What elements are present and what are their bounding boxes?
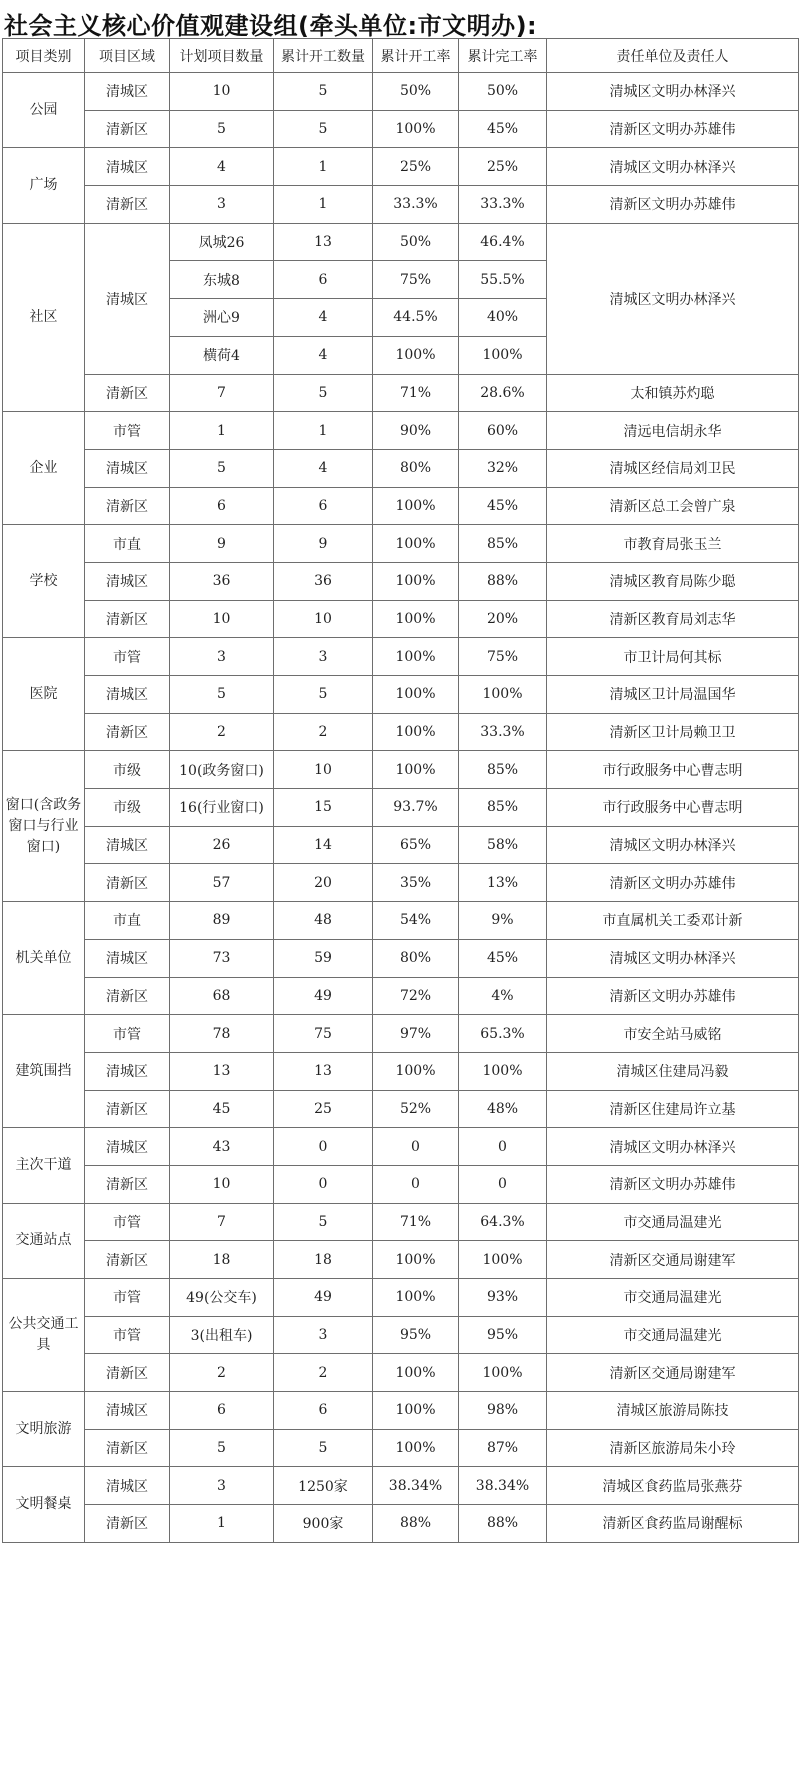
planned-cell: 9 [170, 525, 274, 563]
start-rate-cell: 80% [373, 449, 459, 487]
area-cell: 市管 [85, 1279, 170, 1317]
planned-cell: 43 [170, 1128, 274, 1166]
table-body [3, 73, 799, 1543]
table-row [3, 864, 799, 902]
planned-cell: 13 [170, 1052, 274, 1090]
area-cell: 清城区 [85, 826, 170, 864]
start-rate-cell: 90% [373, 412, 459, 450]
started-cell: 6 [274, 487, 373, 525]
complete-rate-cell: 95% [459, 1316, 547, 1354]
category-cell: 窗口(含政务窗口与行业窗口) [3, 751, 85, 902]
started-cell: 1 [274, 412, 373, 450]
table-row [3, 110, 799, 148]
area-cell: 清新区 [85, 1429, 170, 1467]
start-rate-cell: 33.3% [373, 186, 459, 224]
responsible-cell: 市行政服务中心曹志明 [547, 789, 799, 827]
area-cell: 清城区 [85, 223, 170, 374]
planned-cell: 7 [170, 374, 274, 412]
started-cell: 13 [274, 1052, 373, 1090]
area-cell: 市管 [85, 412, 170, 450]
planned-cell: 16(行业窗口) [170, 789, 274, 827]
area-cell: 清新区 [85, 600, 170, 638]
started-cell: 5 [274, 73, 373, 111]
started-cell: 15 [274, 789, 373, 827]
started-cell: 14 [274, 826, 373, 864]
area-cell: 清城区 [85, 73, 170, 111]
complete-rate-cell: 100% [459, 1052, 547, 1090]
category-cell: 文明旅游 [3, 1392, 85, 1467]
category-cell: 社区 [3, 223, 85, 411]
table-row [3, 148, 799, 186]
start-rate-cell: 44.5% [373, 299, 459, 337]
responsible-cell: 清新区文明办苏雄伟 [547, 864, 799, 902]
start-rate-cell: 65% [373, 826, 459, 864]
planned-cell: 5 [170, 1429, 274, 1467]
started-cell: 20 [274, 864, 373, 902]
complete-rate-cell: 58% [459, 826, 547, 864]
responsible-cell: 清城区经信局刘卫民 [547, 449, 799, 487]
complete-rate-cell: 55.5% [459, 261, 547, 299]
responsible-cell: 清新区食药监局谢醒标 [547, 1505, 799, 1543]
responsible-cell: 太和镇苏灼聪 [547, 374, 799, 412]
responsible-cell: 清城区食药监局张燕芬 [547, 1467, 799, 1505]
planned-cell: 10 [170, 600, 274, 638]
start-rate-cell: 100% [373, 638, 459, 676]
planned-cell: 3 [170, 1467, 274, 1505]
responsible-cell: 清城区文明办林泽兴 [547, 826, 799, 864]
responsible-cell: 清新区住建局许立基 [547, 1090, 799, 1128]
started-cell: 1 [274, 148, 373, 186]
complete-rate-cell: 9% [459, 902, 547, 940]
started-cell: 6 [274, 261, 373, 299]
category-cell: 交通站点 [3, 1203, 85, 1278]
responsible-cell: 市行政服务中心曹志明 [547, 751, 799, 789]
planned-cell: 26 [170, 826, 274, 864]
planned-cell: 2 [170, 1354, 274, 1392]
planned-cell: 东城8 [170, 261, 274, 299]
start-rate-cell: 75% [373, 261, 459, 299]
complete-rate-cell: 38.34% [459, 1467, 547, 1505]
responsible-cell: 清城区文明办林泽兴 [547, 223, 799, 374]
complete-rate-cell: 20% [459, 600, 547, 638]
start-rate-cell: 100% [373, 336, 459, 374]
table-row [3, 1354, 799, 1392]
table-row [3, 638, 799, 676]
planned-cell: 洲心9 [170, 299, 274, 337]
category-cell: 医院 [3, 638, 85, 751]
category-cell: 公共交通工具 [3, 1279, 85, 1392]
responsible-cell: 清城区文明办林泽兴 [547, 1128, 799, 1166]
area-cell: 清新区 [85, 110, 170, 148]
table-row [3, 939, 799, 977]
responsible-cell: 市交通局温建光 [547, 1279, 799, 1317]
header-started: 累计开工数量 [274, 39, 373, 73]
started-cell: 3 [274, 638, 373, 676]
responsible-cell: 清城区教育局陈少聪 [547, 562, 799, 600]
start-rate-cell: 71% [373, 374, 459, 412]
complete-rate-cell: 87% [459, 1429, 547, 1467]
start-rate-cell: 100% [373, 487, 459, 525]
table-row [3, 412, 799, 450]
started-cell: 900家 [274, 1505, 373, 1543]
header-responsible: 责任单位及责任人 [547, 39, 799, 73]
table-row [3, 1203, 799, 1241]
category-cell: 公园 [3, 73, 85, 148]
planned-cell: 45 [170, 1090, 274, 1128]
planned-cell: 10 [170, 73, 274, 111]
table-row [3, 525, 799, 563]
responsible-cell: 清远电信胡永华 [547, 412, 799, 450]
responsible-cell: 清新区总工会曾广泉 [547, 487, 799, 525]
planned-cell: 2 [170, 713, 274, 751]
start-rate-cell: 52% [373, 1090, 459, 1128]
complete-rate-cell: 4% [459, 977, 547, 1015]
planned-cell: 57 [170, 864, 274, 902]
planned-cell: 3(出租车) [170, 1316, 274, 1354]
start-rate-cell: 100% [373, 1392, 459, 1430]
planned-cell: 78 [170, 1015, 274, 1053]
table-row [3, 751, 799, 789]
started-cell: 0 [274, 1128, 373, 1166]
complete-rate-cell: 88% [459, 562, 547, 600]
area-cell: 清新区 [85, 1505, 170, 1543]
planned-cell: 68 [170, 977, 274, 1015]
planned-cell: 10(政务窗口) [170, 751, 274, 789]
area-cell: 清城区 [85, 562, 170, 600]
complete-rate-cell: 85% [459, 789, 547, 827]
responsible-cell: 清城区卫计局温国华 [547, 676, 799, 714]
started-cell: 10 [274, 751, 373, 789]
complete-rate-cell: 33.3% [459, 713, 547, 751]
area-cell: 清新区 [85, 186, 170, 224]
started-cell: 6 [274, 1392, 373, 1430]
area-cell: 清城区 [85, 1392, 170, 1430]
planned-cell: 73 [170, 939, 274, 977]
table-row [3, 600, 799, 638]
complete-rate-cell: 65.3% [459, 1015, 547, 1053]
started-cell: 10 [274, 600, 373, 638]
complete-rate-cell: 93% [459, 1279, 547, 1317]
area-cell: 清新区 [85, 1090, 170, 1128]
complete-rate-cell: 45% [459, 939, 547, 977]
header-category: 项目类别 [3, 39, 85, 73]
area-cell: 清新区 [85, 1165, 170, 1203]
planned-cell: 3 [170, 638, 274, 676]
start-rate-cell: 93.7% [373, 789, 459, 827]
start-rate-cell: 50% [373, 73, 459, 111]
started-cell: 9 [274, 525, 373, 563]
responsible-cell: 清新区文明办苏雄伟 [547, 1165, 799, 1203]
header-start-rate: 累计开工率 [373, 39, 459, 73]
start-rate-cell: 71% [373, 1203, 459, 1241]
complete-rate-cell: 45% [459, 487, 547, 525]
started-cell: 5 [274, 676, 373, 714]
responsible-cell: 市安全站马威铭 [547, 1015, 799, 1053]
table-row [3, 1316, 799, 1354]
area-cell: 清城区 [85, 1052, 170, 1090]
table-row [3, 1052, 799, 1090]
complete-rate-cell: 64.3% [459, 1203, 547, 1241]
table-row [3, 1128, 799, 1166]
planned-cell: 6 [170, 487, 274, 525]
started-cell: 2 [274, 1354, 373, 1392]
area-cell: 清城区 [85, 1467, 170, 1505]
start-rate-cell: 100% [373, 110, 459, 148]
started-cell: 4 [274, 336, 373, 374]
start-rate-cell: 100% [373, 1429, 459, 1467]
start-rate-cell: 100% [373, 1279, 459, 1317]
start-rate-cell: 88% [373, 1505, 459, 1543]
header-complete-rate: 累计完工率 [459, 39, 547, 73]
started-cell: 4 [274, 449, 373, 487]
area-cell: 市直 [85, 902, 170, 940]
planned-cell: 18 [170, 1241, 274, 1279]
category-cell: 主次干道 [3, 1128, 85, 1203]
start-rate-cell: 100% [373, 525, 459, 563]
start-rate-cell: 100% [373, 1354, 459, 1392]
start-rate-cell: 25% [373, 148, 459, 186]
header-area: 项目区域 [85, 39, 170, 73]
start-rate-cell: 100% [373, 562, 459, 600]
area-cell: 清城区 [85, 1128, 170, 1166]
complete-rate-cell: 48% [459, 1090, 547, 1128]
responsible-cell: 市交通局温建光 [547, 1316, 799, 1354]
start-rate-cell: 80% [373, 939, 459, 977]
started-cell: 1 [274, 186, 373, 224]
responsible-cell: 市交通局温建光 [547, 1203, 799, 1241]
responsible-cell: 清新区文明办苏雄伟 [547, 977, 799, 1015]
area-cell: 市管 [85, 1015, 170, 1053]
planned-cell: 36 [170, 562, 274, 600]
table-row [3, 1429, 799, 1467]
responsible-cell: 清新区交通局谢建军 [547, 1354, 799, 1392]
planned-cell: 4 [170, 148, 274, 186]
complete-rate-cell: 85% [459, 525, 547, 563]
responsible-cell: 清城区文明办林泽兴 [547, 939, 799, 977]
table-row [3, 1241, 799, 1279]
table-row [3, 1165, 799, 1203]
started-cell: 5 [274, 1429, 373, 1467]
area-cell: 市直 [85, 525, 170, 563]
complete-rate-cell: 0 [459, 1165, 547, 1203]
area-cell: 市管 [85, 1203, 170, 1241]
table-row [3, 1279, 799, 1317]
area-cell: 清新区 [85, 487, 170, 525]
category-cell: 文明餐桌 [3, 1467, 85, 1542]
start-rate-cell: 54% [373, 902, 459, 940]
start-rate-cell: 100% [373, 751, 459, 789]
start-rate-cell: 35% [373, 864, 459, 902]
table-row [3, 186, 799, 224]
area-cell: 市级 [85, 751, 170, 789]
started-cell: 13 [274, 223, 373, 261]
started-cell: 0 [274, 1165, 373, 1203]
started-cell: 75 [274, 1015, 373, 1053]
category-cell: 企业 [3, 412, 85, 525]
table-row [3, 73, 799, 111]
start-rate-cell: 50% [373, 223, 459, 261]
complete-rate-cell: 40% [459, 299, 547, 337]
started-cell: 49 [274, 977, 373, 1015]
table-row [3, 374, 799, 412]
started-cell: 25 [274, 1090, 373, 1128]
responsible-cell: 清城区文明办林泽兴 [547, 148, 799, 186]
started-cell: 49 [274, 1279, 373, 1317]
planned-cell: 7 [170, 1203, 274, 1241]
start-rate-cell: 100% [373, 713, 459, 751]
area-cell: 清城区 [85, 449, 170, 487]
table-row [3, 826, 799, 864]
responsible-cell: 清新区旅游局朱小玲 [547, 1429, 799, 1467]
table-row [3, 1090, 799, 1128]
planned-cell: 5 [170, 676, 274, 714]
table-row [3, 487, 799, 525]
table-row [3, 902, 799, 940]
table-row [3, 1467, 799, 1505]
table-row [3, 1015, 799, 1053]
planned-cell: 10 [170, 1165, 274, 1203]
started-cell: 48 [274, 902, 373, 940]
responsible-cell: 清城区住建局冯毅 [547, 1052, 799, 1090]
start-rate-cell: 0 [373, 1128, 459, 1166]
planned-cell: 89 [170, 902, 274, 940]
planned-cell: 凤城26 [170, 223, 274, 261]
complete-rate-cell: 100% [459, 676, 547, 714]
start-rate-cell: 97% [373, 1015, 459, 1053]
area-cell: 清新区 [85, 864, 170, 902]
complete-rate-cell: 28.6% [459, 374, 547, 412]
area-cell: 市级 [85, 789, 170, 827]
area-cell: 清新区 [85, 977, 170, 1015]
planned-cell: 49(公交车) [170, 1279, 274, 1317]
complete-rate-cell: 45% [459, 110, 547, 148]
start-rate-cell: 72% [373, 977, 459, 1015]
table-row [3, 713, 799, 751]
planned-cell: 横荷4 [170, 336, 274, 374]
responsible-cell: 清新区教育局刘志华 [547, 600, 799, 638]
started-cell: 5 [274, 110, 373, 148]
responsible-cell: 清新区卫计局赖卫卫 [547, 713, 799, 751]
table-row [3, 562, 799, 600]
table-row [3, 977, 799, 1015]
planned-cell: 1 [170, 1505, 274, 1543]
responsible-cell: 市直属机关工委邓计新 [547, 902, 799, 940]
started-cell: 59 [274, 939, 373, 977]
project-table [2, 38, 799, 1543]
complete-rate-cell: 13% [459, 864, 547, 902]
started-cell: 3 [274, 1316, 373, 1354]
area-cell: 清新区 [85, 1241, 170, 1279]
start-rate-cell: 38.34% [373, 1467, 459, 1505]
responsible-cell: 市卫计局何其标 [547, 638, 799, 676]
planned-cell: 5 [170, 449, 274, 487]
area-cell: 清新区 [85, 1354, 170, 1392]
started-cell: 36 [274, 562, 373, 600]
started-cell: 2 [274, 713, 373, 751]
planned-cell: 5 [170, 110, 274, 148]
area-cell: 清城区 [85, 148, 170, 186]
complete-rate-cell: 33.3% [459, 186, 547, 224]
start-rate-cell: 100% [373, 1052, 459, 1090]
complete-rate-cell: 100% [459, 1241, 547, 1279]
area-cell: 市管 [85, 638, 170, 676]
start-rate-cell: 100% [373, 1241, 459, 1279]
start-rate-cell: 100% [373, 600, 459, 638]
complete-rate-cell: 75% [459, 638, 547, 676]
table-row [3, 1392, 799, 1430]
started-cell: 5 [274, 1203, 373, 1241]
complete-rate-cell: 88% [459, 1505, 547, 1543]
responsible-cell: 清新区文明办苏雄伟 [547, 186, 799, 224]
responsible-cell: 清城区文明办林泽兴 [547, 73, 799, 111]
category-cell: 建筑围挡 [3, 1015, 85, 1128]
complete-rate-cell: 0 [459, 1128, 547, 1166]
complete-rate-cell: 60% [459, 412, 547, 450]
complete-rate-cell: 85% [459, 751, 547, 789]
responsible-cell: 清新区交通局谢建军 [547, 1241, 799, 1279]
complete-rate-cell: 25% [459, 148, 547, 186]
table-row [3, 223, 799, 261]
planned-cell: 6 [170, 1392, 274, 1430]
complete-rate-cell: 50% [459, 73, 547, 111]
table-row [3, 1505, 799, 1543]
table-row [3, 676, 799, 714]
started-cell: 4 [274, 299, 373, 337]
area-cell: 市管 [85, 1316, 170, 1354]
area-cell: 清新区 [85, 374, 170, 412]
start-rate-cell: 95% [373, 1316, 459, 1354]
responsible-cell: 市教育局张玉兰 [547, 525, 799, 563]
start-rate-cell: 0 [373, 1165, 459, 1203]
document-title: 社会主义核心价值观建设组(牵头单位:市文明办): [4, 12, 538, 40]
table-row [3, 449, 799, 487]
complete-rate-cell: 100% [459, 1354, 547, 1392]
category-cell: 学校 [3, 525, 85, 638]
category-cell: 广场 [3, 148, 85, 223]
responsible-cell: 清新区文明办苏雄伟 [547, 110, 799, 148]
planned-cell: 1 [170, 412, 274, 450]
planned-cell: 3 [170, 186, 274, 224]
start-rate-cell: 100% [373, 676, 459, 714]
area-cell: 清城区 [85, 939, 170, 977]
category-cell: 机关单位 [3, 902, 85, 1015]
area-cell: 清新区 [85, 713, 170, 751]
responsible-cell: 清城区旅游局陈技 [547, 1392, 799, 1430]
started-cell: 1250家 [274, 1467, 373, 1505]
complete-rate-cell: 100% [459, 336, 547, 374]
complete-rate-cell: 46.4% [459, 223, 547, 261]
complete-rate-cell: 98% [459, 1392, 547, 1430]
table-row [3, 789, 799, 827]
started-cell: 18 [274, 1241, 373, 1279]
area-cell: 清城区 [85, 676, 170, 714]
complete-rate-cell: 32% [459, 449, 547, 487]
started-cell: 5 [274, 374, 373, 412]
header-row [3, 39, 799, 73]
header-planned: 计划项目数量 [170, 39, 274, 73]
